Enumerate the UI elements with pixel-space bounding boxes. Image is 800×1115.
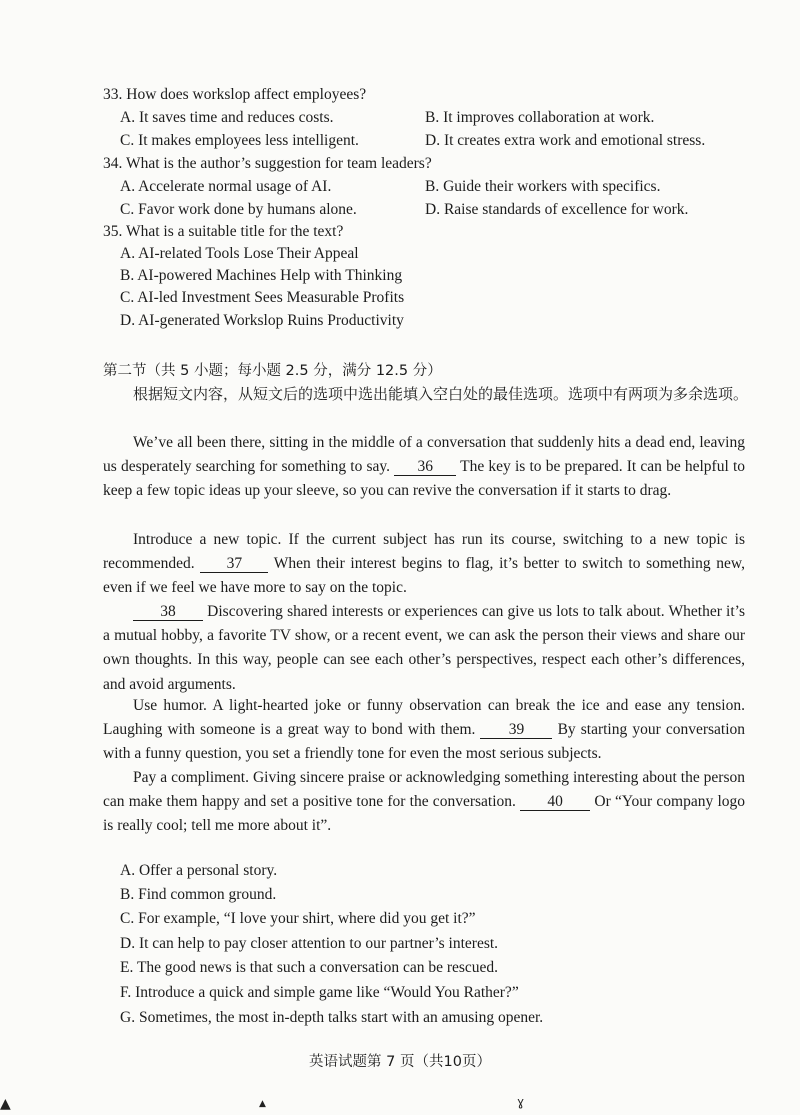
q35-option-b: B. AI-powered Machines Help with Thinking — [120, 267, 403, 284]
passage-paragraph-4 — [103, 694, 745, 767]
scan-mark-right-icon: ɣ — [517, 1095, 525, 1109]
q34-option-b: B. Guide their workers with specifics. — [425, 178, 661, 195]
p4-text-a: Use humor. A light-hearted joke or funny observation can break the ice and ease any tension. Laughing with someone is a great way to bond with them. — [103, 697, 745, 739]
choice-b: B. Find common ground. — [120, 886, 277, 903]
q33-option-c: C. It makes employees less intelligent. — [120, 132, 359, 149]
q35-option-a: A. AI-related Tools Lose Their Appeal — [120, 245, 359, 262]
passage-paragraph-2 — [103, 528, 745, 601]
blank-39: 39 — [480, 722, 552, 739]
p1-text-a: We’ve all been there, sitting in the middle of a conversation that suddenly hits a dead end, leaving us desperately searching for something to say. — [103, 434, 745, 476]
p1-text-b: The key is to be prepared. It can be helpful to keep a few topic ideas up your sleeve, so you can revive the conversation if it starts to drag. — [103, 458, 746, 500]
p2-text-b: When their interest begins to flag, it’s better to switch to something new, even if we feel we have more to say on the topic. — [103, 555, 745, 597]
q33-option-a: A. It saves time and reduces costs. — [120, 109, 334, 126]
q35-option-c: C. AI-led Investment Sees Measurable Profits — [120, 289, 405, 306]
choice-f: F. Introduce a quick and simple game like “Would You Rather?” — [120, 984, 519, 1001]
q34-option-a: A. Accelerate normal usage of AI. — [120, 178, 332, 195]
p3-text: Discovering shared interests or experiences can give us lots to talk about. Whether it’s a mutual hobby, a favorite TV show, or a recent event, we can ask the person their views and share our own thoughts. In this way, people can see each other’s perspectives, respect each other’s differences, and avoid arguments. — [103, 603, 746, 693]
section-2-heading: 第二节（共 5 小题；每小题 2.5 分，满分 12.5 分） — [103, 363, 442, 379]
q34-option-d: D. Raise standards of excellence for work. — [425, 201, 689, 218]
choice-c: C. For example, “I love your shirt, where did you get it?” — [120, 910, 476, 927]
choice-d: D. It can help to pay closer attention to our partner’s interest. — [120, 935, 499, 952]
p4-text-b: By starting your conversation with a funny question, you set a friendly tone for even the most serious subjects. — [103, 721, 746, 763]
choice-e: E. The good news is that such a conversation can be rescued. — [120, 959, 499, 976]
blank-40: 40 — [520, 794, 590, 811]
choice-a: A. Offer a personal story. — [120, 862, 278, 879]
page-footer: 英语试题第 7 页（共10页） — [309, 1054, 491, 1070]
choice-g: G. Sometimes, the most in-depth talks start with an amusing opener. — [120, 1009, 544, 1026]
passage-paragraph-5 — [103, 766, 745, 839]
p2-text-a: Introduce a new topic. If the current subject has run its course, switching to a new topic is recommended. — [103, 531, 745, 573]
scan-mark-left-icon: ▲ — [0, 1096, 11, 1112]
section-2-instruction: 根据短文内容，从短文后的选项中选出能填入空白处的最佳选项。选项中有两项为多余选项。 — [133, 385, 749, 403]
question-33-stem: 33. How does workslop affect employees? — [103, 86, 367, 103]
blank-37: 37 — [200, 556, 268, 573]
q35-option-d: D. AI-generated Workslop Ruins Productivity — [120, 312, 404, 329]
p5-text-a: Pay a compliment. Giving sincere praise or acknowledging something interesting about the person can make them happy and set a positive tone for the conversation. — [103, 769, 745, 811]
blank-36: 36 — [394, 459, 456, 476]
question-35-stem: 35. What is a suitable title for the text? — [103, 223, 344, 240]
passage-paragraph-3 — [103, 600, 745, 697]
q34-option-c: C. Favor work done by humans alone. — [120, 201, 357, 218]
q33-option-d: D. It creates extra work and emotional stress. — [425, 132, 706, 149]
blank-38: 38 — [133, 604, 203, 621]
question-34-stem: 34. What is the author’s suggestion for team leaders? — [103, 155, 432, 172]
p5-text-b: Or “Your company logo is really cool; tell me more about it”. — [103, 793, 746, 835]
q33-option-b: B. It improves collaboration at work. — [425, 109, 655, 126]
scan-mark-center-icon: ▲ — [259, 1099, 266, 1109]
passage-paragraph-1 — [103, 431, 745, 504]
